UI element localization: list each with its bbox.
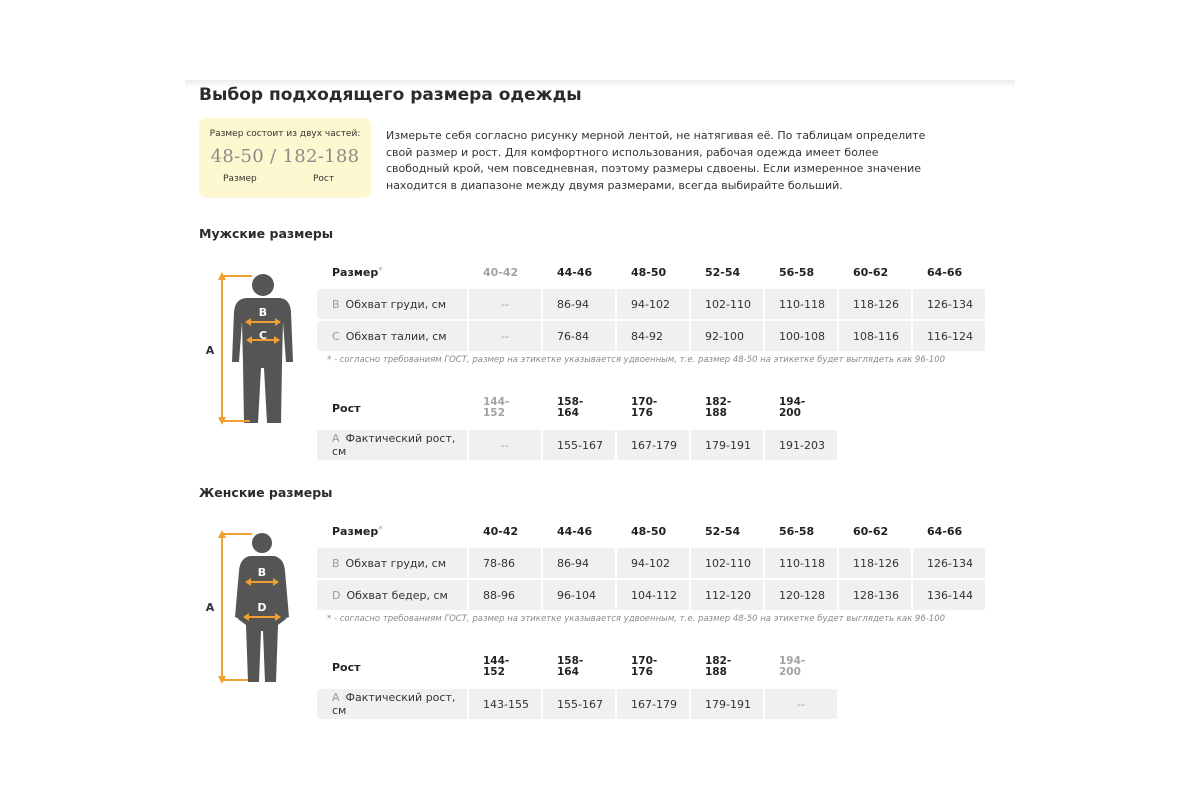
table-row (317, 689, 837, 719)
women-height-table (315, 645, 839, 721)
size-header-cell (317, 516, 467, 546)
value-cell: -- (469, 430, 541, 460)
row-label-text: Обхват талии, см (345, 329, 447, 343)
height-cell: 158- 164 (557, 655, 584, 678)
women-size-note: * - согласно требованиям ГОСТ, размер на этикетке указывается удвоенным, т.е. размер 48-50 на этикетке будет выглядеть как 96-100 (327, 614, 946, 624)
row-letter: D (332, 588, 341, 602)
women-figure-label-a: A (205, 601, 215, 614)
size-cell: 40-42 (483, 265, 519, 279)
height-cell: 170- 176 (631, 655, 658, 678)
size-header-mark: * (378, 524, 383, 535)
value-cell: 86-94 (543, 548, 615, 578)
table-row (317, 647, 837, 687)
value-cell: 78-86 (469, 548, 541, 578)
value-cell: 126-134 (913, 289, 985, 319)
value-cell: -- (469, 321, 541, 351)
height-cell: 144- 152 (483, 396, 510, 419)
size-box-label-height: Рост (313, 174, 335, 184)
table-row (317, 289, 985, 319)
men-figure-label-b: B (258, 306, 268, 319)
row-letter: A (332, 432, 340, 445)
size-cell: 52-54 (705, 265, 741, 279)
row-letter: C (332, 329, 340, 343)
value-cell: -- (469, 289, 541, 319)
value-cell: 94-102 (617, 289, 689, 319)
size-cell: 48-50 (631, 265, 667, 279)
table-row (317, 388, 837, 428)
size-cell: 40-42 (483, 524, 519, 538)
height-cell: 194- 200 (779, 396, 806, 419)
women-figure-label-d: D (257, 601, 267, 614)
value-cell: 104-112 (617, 580, 689, 610)
value-cell: 191-203 (765, 430, 837, 460)
size-cell: 60-62 (853, 265, 889, 279)
size-cell: 44-46 (557, 265, 593, 279)
size-cell: 64-66 (927, 265, 963, 279)
row-letter: B (332, 556, 340, 570)
value-cell: 86-94 (543, 289, 615, 319)
size-cell: 60-62 (853, 524, 889, 538)
table-row (317, 516, 985, 546)
value-cell: 143-155 (469, 689, 541, 719)
women-size-table (315, 514, 987, 612)
value-cell: 116-124 (913, 321, 985, 351)
row-label-text: Обхват бедер, см (346, 588, 448, 602)
value-cell: 126-134 (913, 548, 985, 578)
value-cell: 179-191 (691, 430, 763, 460)
value-cell: 155-167 (543, 689, 615, 719)
row-label (317, 689, 467, 719)
value-cell: 155-167 (543, 430, 615, 460)
value-cell: 118-126 (839, 548, 911, 578)
size-cell: 52-54 (705, 524, 741, 538)
row-label-text: Обхват груди, см (345, 556, 446, 570)
value-cell: 167-179 (617, 430, 689, 460)
size-header-label: Размер (332, 524, 379, 538)
value-cell: -- (765, 689, 837, 719)
height-cell: 182- 188 (705, 396, 732, 419)
size-header-label: Размер (332, 265, 379, 279)
size-box-label-size: Размер (223, 174, 257, 184)
value-cell: 76-84 (543, 321, 615, 351)
value-cell: 102-110 (691, 289, 763, 319)
size-cell: 44-46 (557, 524, 593, 538)
row-label-text: Обхват груди, см (345, 297, 446, 311)
value-cell: 136-144 (913, 580, 985, 610)
size-cell: 48-50 (631, 524, 667, 538)
value-cell: 92-100 (691, 321, 763, 351)
table-row (317, 257, 985, 287)
women-section-title: Женские размеры (199, 485, 333, 500)
size-header-mark: * (378, 265, 383, 276)
value-cell: 179-191 (691, 689, 763, 719)
size-cell: 56-58 (779, 524, 815, 538)
men-size-note: * - согласно требованиям ГОСТ, размер на этикетке указывается удвоенным, т.е. размер 48-50 на этикетке будет выглядеть как 96-100 (327, 355, 946, 365)
row-letter: B (332, 297, 340, 311)
value-cell: 102-110 (691, 548, 763, 578)
value-cell: 84-92 (617, 321, 689, 351)
value-cell: 110-118 (765, 548, 837, 578)
value-cell: 110-118 (765, 289, 837, 319)
row-label (317, 289, 467, 319)
women-body-figure-icon (200, 527, 310, 687)
value-cell: 108-116 (839, 321, 911, 351)
value-cell: 120-128 (765, 580, 837, 610)
value-cell: 167-179 (617, 689, 689, 719)
value-cell: 94-102 (617, 548, 689, 578)
size-explanation-box (199, 118, 371, 198)
value-cell: 128-136 (839, 580, 911, 610)
row-label (317, 548, 467, 578)
row-letter: A (332, 691, 340, 704)
men-section-title: Мужские размеры (199, 226, 334, 241)
page-title: Выбор подходящего размера одежды (199, 85, 582, 105)
size-box-example: 48-50 / 182-188 (210, 146, 360, 167)
height-header-cell: Рост (332, 401, 361, 415)
table-row (317, 580, 985, 610)
size-cell: 56-58 (779, 265, 815, 279)
height-cell: 144- 152 (483, 655, 510, 678)
table-row (317, 548, 985, 578)
size-header-cell (317, 257, 467, 287)
row-label (317, 430, 467, 460)
size-box-caption: Размер состоит из двух частей: (209, 129, 361, 139)
value-cell: 112-120 (691, 580, 763, 610)
height-cell: 170- 176 (631, 396, 658, 419)
value-cell: 88-96 (469, 580, 541, 610)
men-figure-label-c: C (258, 329, 268, 342)
row-label (317, 580, 467, 610)
height-cell: 158- 164 (557, 396, 584, 419)
women-figure-label-b: B (257, 566, 267, 579)
height-cell: 194- 200 (779, 655, 806, 678)
row-label-text: Фактический рост, см (332, 691, 456, 717)
men-height-table (315, 386, 839, 462)
men-figure-label-a: A (205, 344, 215, 357)
table-row (317, 430, 837, 460)
men-size-table (315, 255, 987, 353)
size-cell: 64-66 (927, 524, 963, 538)
value-cell: 100-108 (765, 321, 837, 351)
height-cell: 182- 188 (705, 655, 732, 678)
table-row (317, 321, 985, 351)
value-cell: 118-126 (839, 289, 911, 319)
height-header-cell: Рост (332, 660, 361, 674)
value-cell: 96-104 (543, 580, 615, 610)
row-label-text: Фактический рост, см (332, 432, 456, 458)
intro-text: Измерьте себя согласно рисунку мерной лентой, не натягивая её. По таблицам определите свой размер и рост. Для комфортного использования, рабочая одежда имеет более свободный крой, чем повседневная, поэтому размеры сдвоены. Если измеренное значение находится в диапазоне между двумя размерами, всегда выбирайте больший. (386, 129, 926, 192)
row-label (317, 321, 467, 351)
men-body-figure-icon (200, 268, 310, 428)
